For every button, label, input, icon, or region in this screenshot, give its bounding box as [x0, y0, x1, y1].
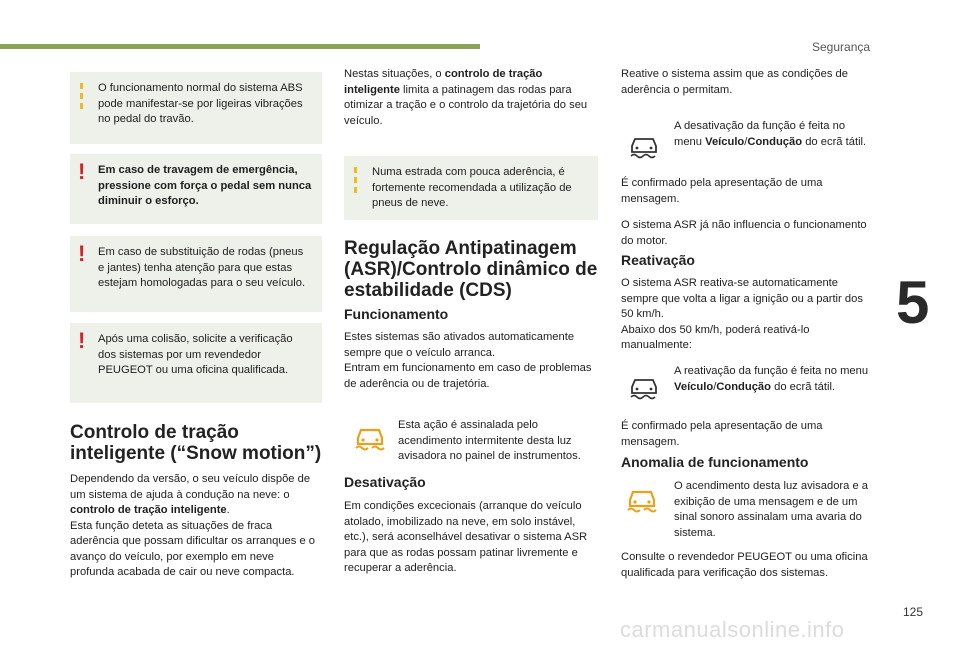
paragraph-reactivate: Reative o sistema assim que as condições de aderência o permitam. [621, 68, 848, 96]
esp-icon-description: Esta ação é assinalada pelo acendimento intermitente desta luz avisadora no painel de instrumentos. [398, 419, 581, 462]
heading-funcionamento: Funcionamento [344, 306, 449, 322]
warning-note-collision [70, 323, 322, 403]
paragraph-confirm-message-1: É confirmado pela apresentação de uma mensagem. [621, 177, 823, 205]
paragraph-reativacao: O sistema ASR reativa-se automaticamente sempre que volta a ligar a ignição ou a partir dos 50 km/h. Abaixo dos 50 km/h, poderá reativá-lo manualmente: [621, 277, 863, 351]
note-text: Em caso de travagem de emergência, pressione com força o pedal sem nunca diminuir o esforço. [98, 164, 312, 207]
chapter-number: 5 [896, 269, 930, 336]
note-text: Numa estrada com pouca aderência, é fortemente recomendada a utilização de pneus de neve. [372, 166, 572, 209]
paragraph-funcionamento: Estes sistemas são ativados automaticamente sempre que o veículo arranca. Entram em funcionamento em caso de problemas de aderência ou de trajetória. [344, 331, 592, 390]
heading-reativacao: Reativação [621, 252, 695, 268]
paragraph-desativacao: Em condições excecionais (arranque do veículo atolado, imobilizado na neve, em solo instável, etc.), será aconselhável desativar o sistema ASR para que as rodas possam patinar livremente e recuperar a aderência. [344, 500, 588, 574]
heading-anomalia: Anomalia de funcionamento [621, 454, 809, 470]
paragraph-asr-no-influence: O sistema ASR já não influencia o funcionamento do motor. [621, 219, 867, 247]
paragraph-consult-dealer: Consulte o revendedor PEUGEOT ou uma oficina qualificada para verificação dos sistemas. [621, 551, 868, 579]
note-text: O funcionamento normal do sistema ABS pode manifestar-se por ligeiras vibrações no pedal do travão. [98, 82, 303, 125]
esp-fault-description: O acendimento desta luz avisadora e a exibição de uma mensagem e de um sinal sonoro assinalam uma avaria do sistema. [674, 480, 869, 539]
asr-off-description: A desativação da função é feita no menu Veículo/Condução do ecrã tátil. [674, 120, 867, 148]
heading-snow-motion: Controlo de tração inteligente (“Snow motion”) [70, 422, 322, 464]
heading-asr-cds: Regulação Antipatinagem (ASR)/Controlo dinâmico de estabilidade (CDS) [344, 238, 598, 301]
warning-icon: ! [78, 328, 86, 353]
note-text: Em caso de substituição de rodas (pneus e jantes) tenha atenção para que estas estejam homologadas para o seu veículo. [98, 246, 306, 289]
section-title: Segurança [812, 40, 871, 54]
warning-icon: ! [78, 241, 86, 266]
info-note-snow-tyres [344, 156, 598, 220]
header-accent-bar [0, 44, 480, 49]
asr-on-description: A reativação da função é feita no menu Veículo/Condução do ecrã tátil. [674, 365, 869, 393]
info-note-abs [70, 72, 322, 144]
esp-warning-icon [352, 424, 388, 452]
paragraph-confirm-message-2: É confirmado pela apresentação de uma mensagem. [621, 420, 823, 448]
warning-icon: ! [78, 159, 86, 184]
info-icon [354, 167, 358, 193]
paragraph-snow-intro: Dependendo da versão, o seu veículo dispõe de um sistema de ajuda à condução na neve: o controlo de tração inteligente. Esta função deteta as situações de fraca aderência que possam dificultar os arranques e o avanço do veículo, por exemplo em neve profunda acabada de cair ou neve compacta. [70, 473, 316, 578]
paragraph-traction-control: Nestas situações, o controlo de tração inteligente limita a patinagem das rodas para otimizar a tração e o controlo da trajetória do seu veículo. [344, 68, 588, 127]
asr-on-icon [626, 375, 662, 403]
page-number: 125 [903, 605, 924, 619]
info-icon [80, 83, 84, 109]
heading-desativacao: Desativação [344, 474, 426, 490]
watermark: carmanualsonline.info [620, 617, 845, 642]
warning-note-wheels [70, 236, 322, 312]
asr-off-icon [626, 134, 662, 162]
note-text: Após uma colisão, solicite a verificação dos sistemas por um revendedor PEUGEOT ou uma oficina qualificada. [98, 333, 293, 376]
warning-note-braking [70, 154, 322, 224]
esp-fault-icon [624, 486, 660, 514]
